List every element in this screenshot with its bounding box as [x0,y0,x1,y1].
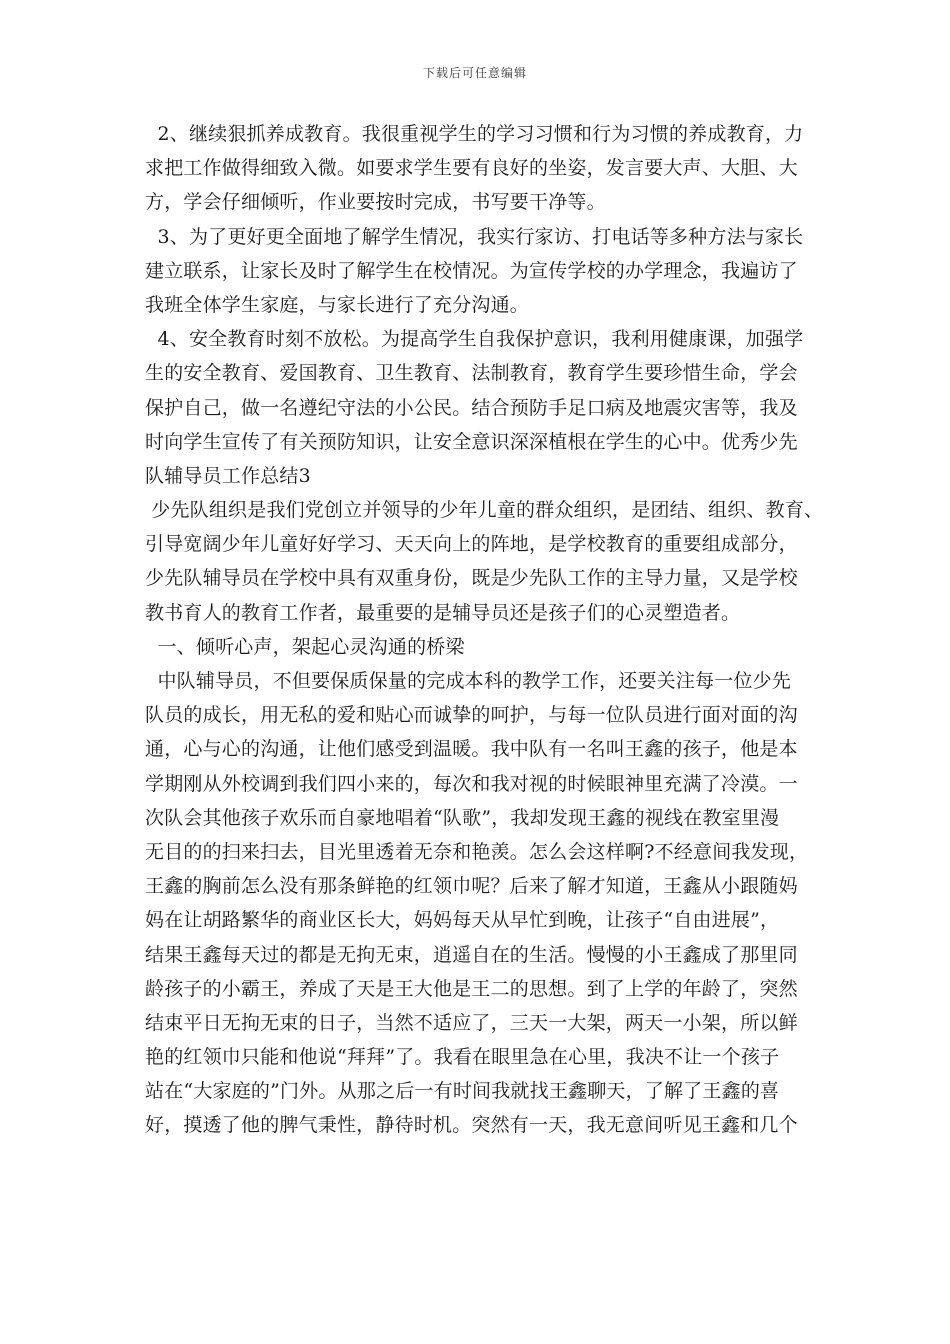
text-line: 少先队辅导员在学校中具有双重身份，既是少先队工作的主导力量，又是学校 [145,567,798,590]
text-line: 3、为了更好更全面地了解学生情况，我实行家访、打电话等多种方法与家长 [145,225,804,248]
text-line: 保护自己，做一名遵纪守法的小公民。结合预防手足口病及地震灾害等，我及 [145,396,798,419]
text-line: 王鑫的胸前怎么没有那条鲜艳的红领巾呢？后来了解才知道，王鑫从小跟随妈 [145,875,798,898]
subsection-heading: 一、倾听心声，架起心灵沟通的桥梁 [145,635,465,658]
text-line: 结束平日无拘无束的日子，当然不适应了，三天一大架，两天一小架，所以鲜 [145,1011,798,1034]
text-line: 教书育人的教育工作者，最重要的是辅导员还是孩子们的心灵塑造者。 [145,601,741,624]
text-line: 方，学会仔细倾听，作业要按时完成，书写要干净等。 [145,191,606,214]
text-line: 无目的的扫来扫去，目光里透着无奈和艳羡。怎么会这样啊?不经意间我发现， [145,840,809,863]
text-line: 妈在让胡路繁华的商业区长大，妈妈每天从早忙到晚，让孩子“自由进展”， [145,909,780,932]
document-body [145,117,825,1143]
text-line: 通，心与心的沟通，让他们感受到温暖。我中队有一名叫王鑫的孩子，他是本 [145,738,798,761]
text-line: 建立联系，让家长及时了解学生在校情况。为宣传学校的办学理念，我遍访了 [145,259,798,282]
text-line: 次队会其他孩子欢乐而自豪地唱着“队歌”，我却发现王鑫的视线在教室里漫 [145,806,780,829]
text-line: 结果王鑫每天过的都是无拘无束，逍遥自在的生活。慢慢的小王鑫成了那里同 [145,943,798,966]
text-line: 中队辅导员，不但要保质保量的完成本科的教学工作，还要关注每一位少先 [145,670,792,692]
text-line: 生的安全教育、爱国教育、卫生教育、法制教育，教育学生要珍惜生命，学会 [145,362,798,385]
text-line: 艳的红领巾只能和他说“拜拜”了。我看在眼里急在心里，我决不让一个孩子 [145,1046,780,1069]
text-line: 好，摸透了他的脾气秉性，静待时机。突然有一天，我无意间听见王鑫和几个 [145,1114,798,1137]
section-title: 队辅导员工作总结3 [145,464,311,487]
text-line: 引导宽阔少年儿童好好学习、天天向上的阵地，是学校教育的重要组成部分， [145,533,798,556]
text-line: 少先队组织是我们党创立并领导的少年儿童的群众组织，是团结、组织、教育、 [145,499,824,522]
page-header: 下载后可任意编辑 [422,66,527,80]
text-line: 求把工作做得细致入微。如要求学生要有良好的坐姿，发言要大声、大胆、大 [145,157,798,180]
text-line: 队员的成长，用无私的爱和贴心而诚挚的呵护，与每一位队员进行面对面的沟 [145,704,798,727]
text-line: 龄孩子的小霸王，养成了天是王大他是王二的思想。到了上学的年龄了，突然 [145,977,798,1000]
text-line: 学期刚从外校调到我们四小来的，每次和我对视的时候眼神里充满了冷漠。一 [145,772,798,795]
text-line: 4、安全教育时刻不放松。为提高学生自我保护意识，我利用健康课，加强学 [145,328,804,351]
text-line: 2、继续狠抓养成教育。我很重视学生的学习习惯和行为习惯的养成教育，力 [145,123,804,145]
text-line: 我班全体学生家庭，与家长进行了充分沟通。 [145,293,530,316]
text-line: 站在“大家庭的”门外。从那之后一有时间我就找王鑫聊天，了解了王鑫的喜 [145,1080,780,1103]
text-line: 时向学生宣传了有关预防知识，让安全意识深深植根在学生的心中。优秀少先 [145,430,798,453]
